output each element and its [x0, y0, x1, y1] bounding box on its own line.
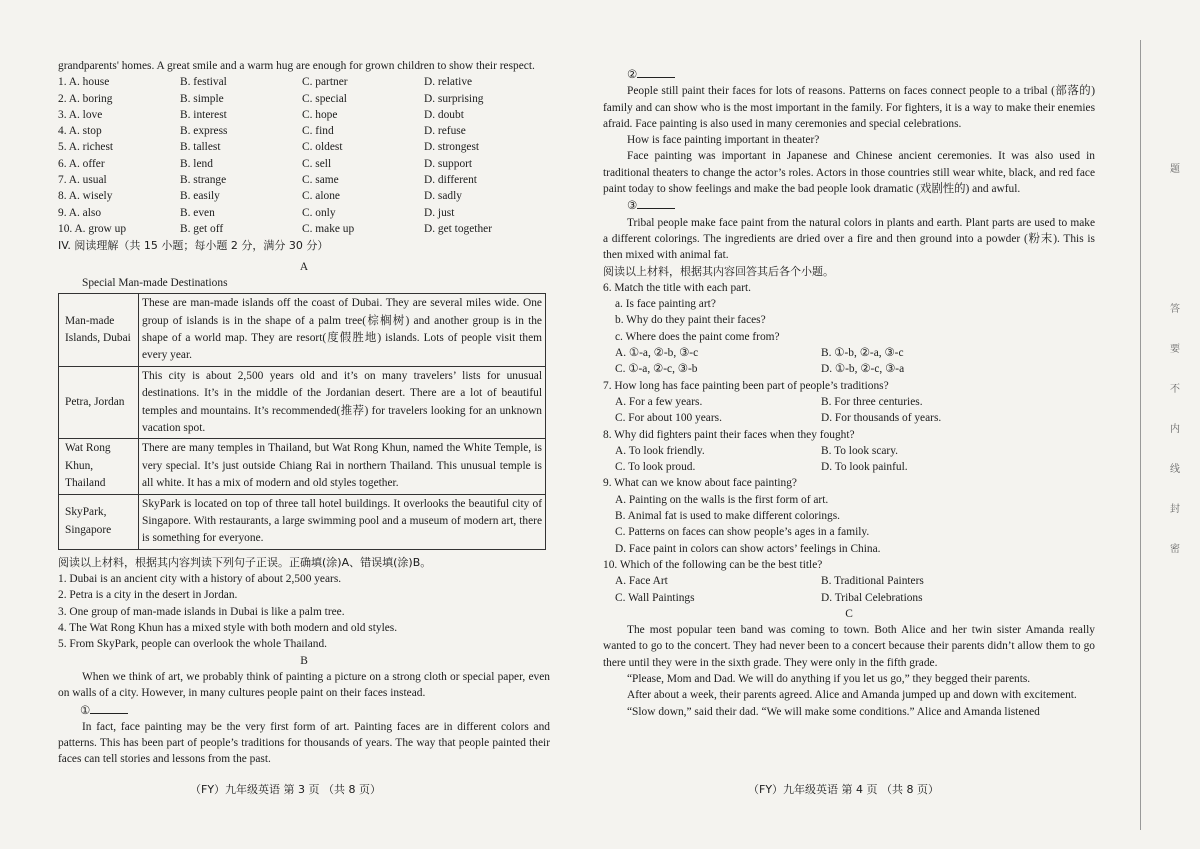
- option: D. Face paint in colors can show actors’ feelings in China.: [615, 542, 881, 555]
- cloze-option: C. only: [302, 206, 336, 219]
- option: A. Painting on the walls is the first form of art.: [615, 493, 829, 506]
- option-row: [603, 459, 1095, 475]
- cloze-row: [58, 188, 550, 204]
- r-instruction: 阅读以上材料，根据其内容回答其后各个小题。: [603, 264, 834, 278]
- cloze-option: 8. A. wisely: [58, 190, 113, 203]
- destination-name: Petra, Jordan: [59, 366, 139, 439]
- option: B. Animal fat is used to make different colorings.: [615, 510, 841, 523]
- margin-mark: 内: [1170, 424, 1180, 435]
- r-question: How is face painting important in theater?: [627, 134, 820, 147]
- destination-description: This city is about 2,500 years old and it’s on many travelers’ lists for unusual destinations. It’s in the middle of the Jordanian desert. There are a lot of beautiful temples and mountains. It’s recommended(推荐) for travelers looking for an unknown vacation spot.: [139, 366, 546, 439]
- table-row: [59, 439, 546, 494]
- margin-mark: 线: [1170, 464, 1180, 475]
- tf-item: 1. Dubai is an ancient city with a history of about 2,500 years.: [58, 573, 342, 586]
- cloze-option: 1. A. house: [58, 76, 110, 89]
- option: D. To look painful.: [821, 461, 908, 474]
- left-footer: （FY）九年级英语 第 3 页 （共 8 页）: [190, 783, 382, 796]
- option: B. ①-b, ②-a, ③-c: [821, 347, 904, 360]
- cloze-option: D. get together: [424, 222, 493, 235]
- cloze-option: C. partner: [302, 76, 348, 89]
- cloze-option: D. surprising: [424, 92, 484, 105]
- cloze-option: 5. A. richest: [58, 141, 114, 154]
- cloze-option: D. support: [424, 157, 473, 170]
- margin-mark: 要: [1170, 344, 1180, 355]
- cloze-row: [58, 172, 550, 188]
- b-blank-1: ①: [58, 702, 550, 719]
- cloze-row: [58, 156, 550, 172]
- option: B. Traditional Painters: [821, 575, 924, 588]
- cloze-row: [58, 123, 550, 139]
- cloze-option: D. just: [424, 206, 455, 219]
- option: D. For thousands of years.: [821, 412, 942, 425]
- cloze-option: 6. A. offer: [58, 157, 105, 170]
- margin-mark: 答: [1170, 304, 1180, 315]
- intro-text: grandparents' homes. A great smile and a warm hug are enough for grown children to show their respect.: [58, 60, 535, 72]
- q6-title: c. Where does the paint come from?: [615, 330, 780, 343]
- cloze-option: D. sadly: [424, 190, 462, 203]
- option-row: [603, 443, 1095, 459]
- option: C. To look proud.: [615, 461, 696, 474]
- cloze-option: C. oldest: [302, 141, 343, 154]
- cloze-option: B. simple: [180, 92, 224, 105]
- cloze-option: B. tallest: [180, 141, 221, 154]
- option: C. Wall Paintings: [615, 591, 695, 604]
- margin-mark: 题: [1170, 164, 1180, 175]
- r-paragraph-3: Tribal people make face paint from the natural colors in plants and earth. Plant parts are used to make a different colorings. The ingredients are dried over a fire and then ground into a powder (粉末). This is then mixed with animal fat.: [603, 216, 1095, 262]
- option: A. For a few years.: [615, 395, 703, 408]
- q9-options: [603, 492, 1095, 557]
- c-paragraph-1: The most popular teen band was coming to town. Both Alice and her twin sister Amanda really wanted to go to the concert. They had never been to a concert because their parents didn’t allow them to go there until they were in the sixth grade. They were only in the fifth grade.: [603, 624, 1095, 669]
- cloze-option: D. different: [424, 174, 477, 187]
- cloze-row: [58, 74, 550, 90]
- passage-c-label: C: [845, 607, 853, 620]
- cloze-row: [58, 91, 550, 107]
- destination-description: SkyPark is located on top of three tall hotel buildings. It overlooks the beautiful city of Singapore. With restaurants, a large swimming pool and a museum of modern art, there is something for everyone.: [139, 494, 546, 549]
- option: D. Tribal Celebrations: [821, 591, 923, 604]
- cloze-option: B. express: [180, 125, 228, 138]
- destination-name: SkyPark, Singapore: [59, 494, 139, 549]
- option: C. Patterns on faces can show people’s ages in a family.: [615, 526, 870, 539]
- option-row: [603, 394, 1095, 410]
- cloze-row: [58, 139, 550, 155]
- tf-instruction: 阅读以上材料，根据其内容判读下列句子正误。正确填(涂)A、错误填(涂)B。: [58, 555, 432, 569]
- cloze-option: 3. A. love: [58, 108, 103, 121]
- cloze-option: B. even: [180, 206, 215, 219]
- cloze-row: [58, 107, 550, 123]
- question-9: 9. What can we know about face painting?: [603, 477, 797, 490]
- table-row: [59, 494, 546, 549]
- q6-options: [603, 345, 1095, 378]
- cloze-option: C. special: [302, 92, 347, 105]
- q8-options: [603, 443, 1095, 476]
- passage-b-label: B: [300, 654, 308, 667]
- question-6: 6. Match the title with each part.: [603, 281, 752, 294]
- binding-line: [1140, 40, 1141, 830]
- cloze-option: C. find: [302, 125, 334, 138]
- cloze-option: B. festival: [180, 76, 227, 89]
- q6-titles: [603, 296, 1095, 345]
- option: A. ①-a, ②-b, ③-c: [615, 347, 699, 360]
- destination-name: Wat Rong Khun, Thailand: [59, 439, 139, 494]
- cloze-options: [58, 74, 550, 237]
- tf-items: [58, 571, 550, 652]
- tf-item: 5. From SkyPark, people can overlook the whole Thailand.: [58, 638, 327, 651]
- cloze-option: C. hope: [302, 108, 338, 121]
- q6-title: a. Is face painting art?: [615, 298, 716, 311]
- cloze-option: B. interest: [180, 108, 227, 121]
- cloze-option: 10. A. grow up: [58, 222, 127, 235]
- cloze-option: D. refuse: [424, 125, 466, 138]
- table-title: Special Man-made Destinations: [82, 276, 228, 289]
- margin-mark: 不: [1170, 384, 1180, 395]
- question-7: 7. How long has face painting been part of people’s traditions?: [603, 379, 889, 392]
- cloze-option: B. lend: [180, 157, 213, 170]
- passage-a-label: A: [299, 260, 309, 273]
- cloze-option: D. doubt: [424, 108, 464, 121]
- destination-description: There are many temples in Thailand, but Wat Rong Khun, named the White Temple, is very special. It’s just outside Chiang Rai in northern Thailand. This unusual temple is all white. It has a mix of modern and old styles together.: [139, 439, 546, 494]
- c-paragraph-4: “Slow down,” said their dad. “We will make some conditions.” Alice and Amanda listened: [627, 705, 1040, 718]
- option-row: [603, 345, 1095, 361]
- b-paragraph-2: In fact, face painting may be the very first form of art. Painting faces are in different colors and patterns. This has been part of people’s traditions for thousands of years. The way that people painted their faces can tell stories and lessons from the past.: [58, 720, 550, 766]
- tf-item: 2. Petra is a city in the desert in Jordan.: [58, 589, 238, 602]
- cloze-option: 4. A. stop: [58, 125, 102, 138]
- cloze-option: C. make up: [302, 222, 355, 235]
- option: C. ①-a, ②-c, ③-b: [615, 363, 698, 376]
- table-row: [59, 294, 546, 367]
- option-row: [603, 573, 1095, 589]
- cloze-option: C. same: [302, 174, 339, 187]
- option: A. Face Art: [615, 575, 668, 588]
- option: B. To look scary.: [821, 444, 899, 457]
- destination-description: These are man-made islands off the coast of Dubai. They are several miles wide. One group of islands is in the shape of a palm tree(棕榈树) and another group is in the shape of a world map. They are resort(度假胜地) islands. Lots of people visit them every year.: [139, 294, 546, 367]
- q7-options: [603, 394, 1095, 427]
- option: C. For about 100 years.: [615, 412, 722, 425]
- cloze-row: [58, 221, 550, 237]
- table-row: [59, 366, 546, 439]
- destination-name: Man-made Islands, Dubai: [59, 294, 139, 367]
- cloze-option: C. sell: [302, 157, 332, 170]
- right-page: [603, 66, 1095, 720]
- tf-item: 3. One group of man-made islands in Dubai is like a palm tree.: [58, 605, 345, 618]
- cloze-option: D. relative: [424, 76, 473, 89]
- cloze-option: B. easily: [180, 190, 220, 203]
- r-paragraph-2: Face painting was important in Japanese and Chinese ancient ceremonies. It was also used in traditional theaters to change the actor’s roles. Actors in those countries still wear white, black, and red face paint today to show feelings and make the bad people look dramatic (戏剧性的) and awful.: [603, 150, 1095, 196]
- option-row: [603, 361, 1095, 377]
- cloze-option: 9. A. also: [58, 206, 102, 219]
- cloze-option: B. strange: [180, 174, 227, 187]
- right-footer: （FY）九年级英语 第 4 页 （共 8 页）: [748, 783, 940, 796]
- margin-mark: 密: [1170, 544, 1180, 555]
- c-paragraph-2: “Please, Mom and Dad. We will do anything if you let us go,” they begged their parents.: [627, 672, 1031, 685]
- question-8: 8. Why did fighters paint their faces when they fought?: [603, 428, 855, 441]
- question-10: 10. Which of the following can be the best title?: [603, 558, 823, 571]
- blank-3: ③: [603, 197, 1095, 214]
- cloze-option: 7. A. usual: [58, 174, 107, 187]
- margin-mark: 封: [1170, 504, 1180, 515]
- c-paragraph-3: After about a week, their parents agreed. Alice and Amanda jumped up and down with excitement.: [627, 689, 1077, 702]
- q10-options: [603, 573, 1095, 606]
- b-paragraph-1: When we think of art, we probably think of painting a picture on a strong cloth or special paper, even on walls of a city. However, in many cultures people paint on their faces instead.: [58, 670, 550, 700]
- section-heading: IV. 阅读理解（共 15 小题；每小题 2 分，满分 30 分）: [58, 239, 329, 253]
- cloze-option: C. alone: [302, 190, 340, 203]
- blank-2: ②: [603, 66, 1095, 83]
- cloze-option: B. get off: [180, 222, 224, 235]
- cloze-option: 2. A. boring: [58, 92, 113, 105]
- cloze-option: D. strongest: [424, 141, 480, 154]
- option: A. To look friendly.: [615, 444, 705, 457]
- r-paragraph-1: People still paint their faces for lots of reasons. Patterns on faces connect people to a tribal (部落的) family and can show who is the most important in the family. For fighters, it is a way to make their enemies afraid. Face painting is also used in many ceremonies and special celebrations.: [603, 85, 1095, 130]
- option-row: [603, 590, 1095, 606]
- cloze-row: [58, 205, 550, 221]
- destinations-table: [58, 293, 546, 550]
- q6-title: b. Why do they paint their faces?: [615, 314, 766, 327]
- option: D. ①-b, ②-c, ③-a: [821, 363, 905, 376]
- option: B. For three centuries.: [821, 395, 923, 408]
- tf-item: 4. The Wat Rong Khun has a mixed style with both modern and old styles.: [58, 622, 398, 635]
- option-row: [603, 410, 1095, 426]
- left-page: [58, 58, 550, 768]
